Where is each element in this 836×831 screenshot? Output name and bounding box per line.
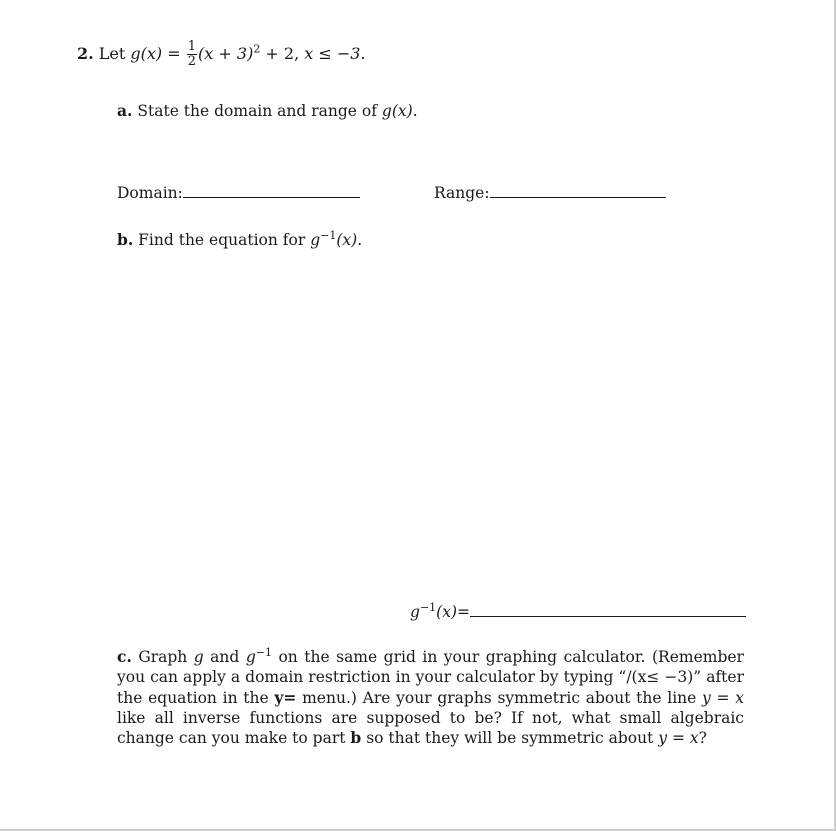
problem-intro: Let: [98, 44, 126, 63]
exponent: 2: [253, 42, 261, 56]
part-c-text-2: and: [210, 648, 240, 666]
part-a-text: State the domain and range of: [137, 102, 377, 120]
range-answer: [434, 183, 666, 202]
fraction-denominator: 2: [187, 54, 197, 69]
part-b-func-arg: (x): [336, 231, 358, 249]
answer-func-base: g: [410, 603, 420, 621]
inverse-answer: [410, 602, 746, 621]
tail-expression: + 2,: [265, 44, 300, 63]
part-b-func-sup: −1: [320, 228, 337, 242]
part-c-text-7: ?: [698, 729, 707, 748]
part-a-function: g(x): [381, 102, 413, 120]
domain-label: Domain:: [117, 184, 183, 202]
part-c-ginv-sup: −1: [255, 645, 272, 659]
equals-sign: =: [167, 44, 181, 63]
part-b-label: b.: [117, 230, 134, 249]
part-c-line-eq-2: y = x: [658, 729, 699, 748]
paren-expression: (x + 3): [198, 44, 254, 63]
part-c-text-6: so that they will be symmetric about: [366, 729, 654, 748]
part-a-label: a.: [117, 101, 133, 120]
answer-func-arg: (x): [436, 603, 457, 621]
range-label: Range:: [434, 184, 490, 202]
part-c-paragraph: [117, 647, 744, 748]
part-c-b-ref: b: [350, 728, 362, 748]
part-c-text-5: like all inverse functions are supposed to be? If not, what small algebraic change can you make to part: [117, 708, 744, 748]
part-b-question: [117, 230, 362, 249]
part-b-text: Find the equation for: [138, 231, 306, 249]
problem-statement: [77, 40, 366, 69]
part-b-end: .: [357, 231, 363, 249]
function-name: g(x): [130, 44, 163, 63]
range-blank[interactable]: [490, 183, 666, 198]
fraction-one-half: [187, 40, 197, 69]
part-a-question: [117, 101, 418, 120]
inverse-blank[interactable]: [470, 602, 746, 617]
problem-number: 2.: [77, 44, 94, 63]
part-c-g: g: [193, 648, 204, 666]
answer-equals: =: [457, 603, 470, 621]
domain-answer: [117, 183, 360, 202]
part-c-line-eq: y = x: [702, 688, 744, 707]
part-c-text-3: on the same grid in your graphing calculator. (Remember you can apply a domain restriction in your calculator by typing “/(x≤ −3)” after the equation in the: [117, 648, 744, 707]
domain-blank[interactable]: [183, 183, 360, 198]
part-c-text-1: Graph: [138, 648, 188, 666]
part-c-y-equals: y=: [274, 687, 297, 707]
part-c-label: c.: [117, 647, 132, 666]
fraction-numerator: 1: [187, 39, 197, 54]
part-b-func-base: g: [310, 231, 321, 249]
part-c-ginv-base: g: [245, 648, 256, 666]
part-a-end: .: [412, 102, 418, 120]
part-c-text-4: menu.) Are your graphs symmetric about the line: [302, 688, 697, 707]
domain-condition: x ≤ −3.: [304, 44, 366, 63]
answer-func-sup: −1: [419, 600, 437, 614]
